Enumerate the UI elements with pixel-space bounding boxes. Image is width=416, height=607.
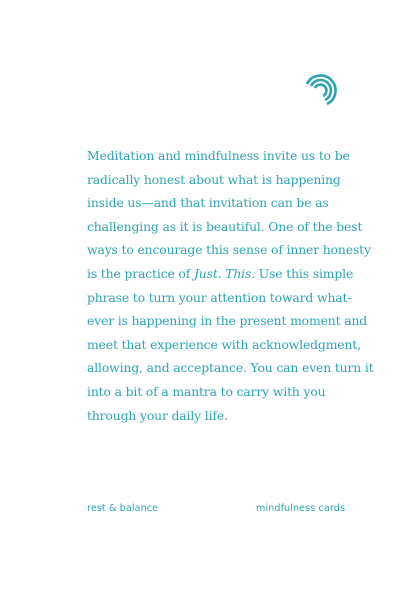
body-line: challenging as it is beautiful. One of the best <box>87 218 363 234</box>
body-line: ways to encourage this sense of inner honesty <box>87 242 371 258</box>
practice-name: Just. This. <box>193 265 255 281</box>
body-line-prefix: is the practice of <box>87 265 194 281</box>
footer-category-label: rest & balance <box>87 503 159 514</box>
body-line: inside us—and that invitation can be as <box>87 195 329 211</box>
body-line: ever is happening in the present moment and <box>87 313 368 329</box>
body-line: meet that experience with acknowledgment, <box>87 336 361 352</box>
concentric-arcs-logo-icon <box>304 73 338 107</box>
body-line: Meditation and mindfulness invite us to be <box>87 148 350 163</box>
body-line: allowing, and acceptance. You can even turn it <box>87 360 374 376</box>
body-line: into a bit of a mantra to carry with you <box>87 383 326 399</box>
body-line: radically honest about what is happening <box>87 171 341 187</box>
card-body-text <box>87 144 374 427</box>
footer-series-label: mindfulness cards <box>256 503 346 514</box>
body-line-suffix: Use this simple <box>255 265 354 281</box>
body-line: phrase to turn your attention toward what- <box>87 289 352 305</box>
body-line: through your daily life. <box>87 407 228 423</box>
body-line <box>87 262 357 286</box>
